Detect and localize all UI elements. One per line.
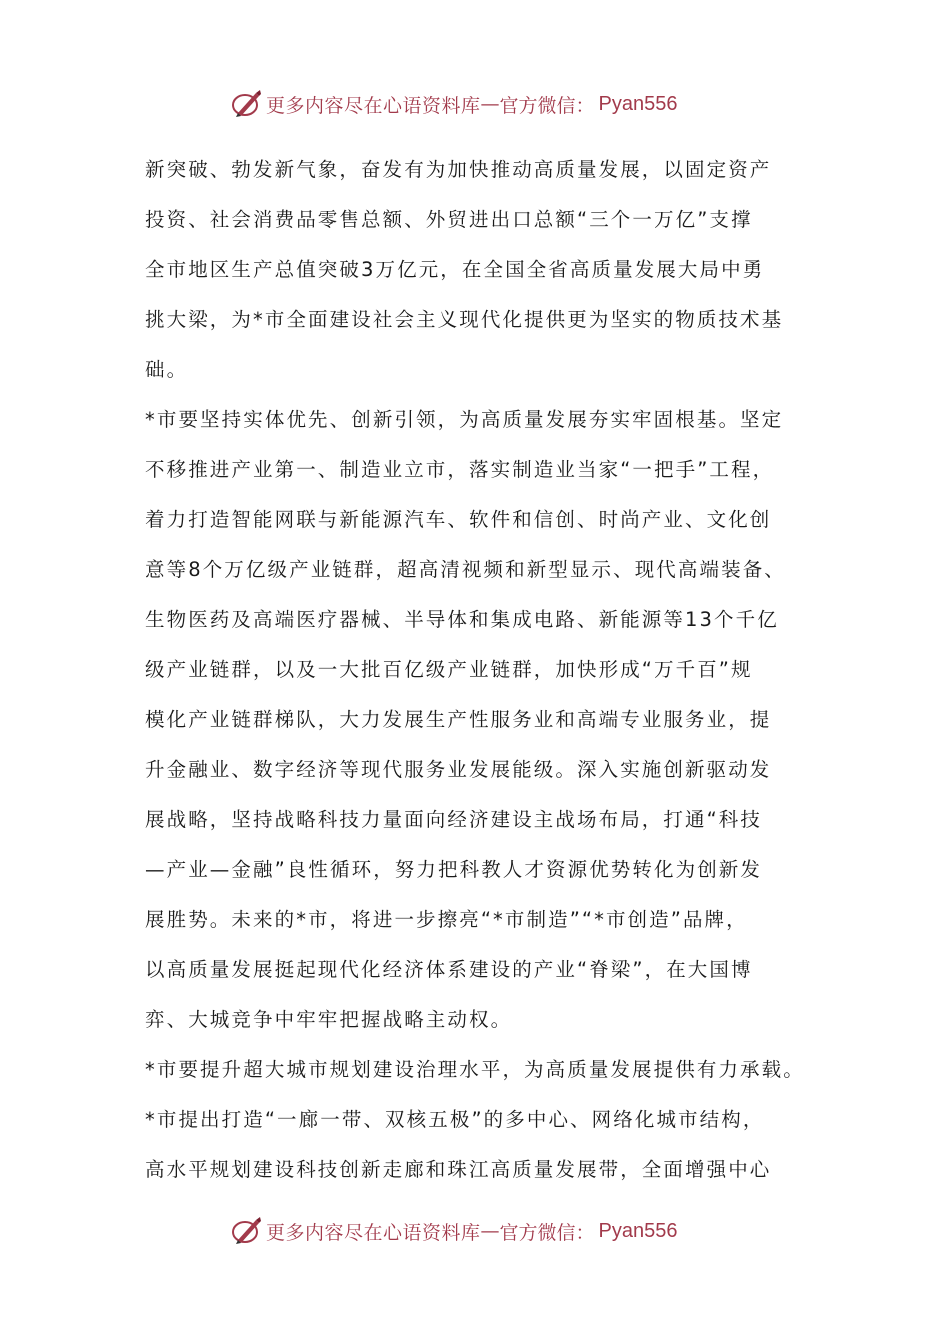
banner-wechat-id: Pyan556 [598, 1219, 678, 1242]
text-line: 生物医药及高端医疗器械、半导体和集成电路、新能源等13个千亿 [145, 608, 779, 631]
text-line: 展战略，坚持战略科技力量面向经济建设主战场布局，打通“科技 [145, 808, 763, 831]
text-line: 新突破、勃发新气象，奋发有为加快推动高质量发展，以固定资产 [145, 158, 772, 181]
text-line: 不移推进产业第一、制造业立市，落实制造业当家“一把手”工程， [145, 458, 775, 481]
pen-logo-icon [230, 1214, 264, 1248]
text-line: *市提出打造“一廊一带、双核五极”的多中心、网络化城市结构， [145, 1108, 765, 1131]
text-line: 以高质量发展挺起现代化经济体系建设的产业“脊梁”，在大国博 [145, 958, 753, 981]
text-line: *市要提升超大城市规划建设治理水平，为高质量发展提供有力承载。 [145, 1058, 805, 1081]
pen-logo-icon [230, 87, 264, 121]
text-line: 全市地区生产总值突破3万亿元，在全国全省高质量发展大局中勇 [145, 258, 765, 281]
banner-text: 更多内容尽在心语资料库 [266, 94, 481, 117]
text-line: 着力打造智能网联与新能源汽车、软件和信创、时尚产业、文化创 [145, 508, 772, 531]
text-line: 意等8个万亿级产业链群，超高清视频和新型显示、现代高端装备、 [145, 558, 786, 581]
document-body [145, 145, 825, 1195]
text-line: 投资、社会消费品零售总额、外贸进出口总额“三个一万亿”支撑 [145, 208, 753, 231]
text-line: 高水平规划建设科技创新走廊和珠江高质量发展带，全面增强中心 [145, 1158, 772, 1181]
banner-text: 更多内容尽在心语资料库 [266, 1221, 481, 1244]
text-line: 弈、大城竞争中牢牢把握战略主动权。 [145, 1008, 513, 1031]
text-line: —产业—金融”良性循环，努力把科教人才资源优势转化为创新发 [145, 858, 763, 881]
text-line: 模化产业链群梯队，大力发展生产性服务业和高端专业服务业，提 [145, 708, 772, 731]
text-line: 升金融业、数字经济等现代服务业发展能级。深入实施创新驱动发 [145, 758, 772, 781]
text-line: *市要坚持实体优先、创新引领，为高质量发展夯实牢固根基。坚定 [145, 408, 784, 431]
footer-banner [230, 1211, 678, 1251]
banner-wechat-label: 官方微信： [499, 94, 595, 117]
header-banner [230, 84, 678, 124]
text-line: 挑大梁，为*市全面建设社会主义现代化提供更为坚实的物质技术基 [145, 308, 784, 331]
text-line: 级产业链群，以及一大批百亿级产业链群，加快形成“万千百”规 [145, 658, 753, 681]
banner-wechat-label: 官方微信： [499, 1221, 595, 1244]
text-line: 础。 [145, 358, 189, 381]
banner-dash: — [480, 93, 500, 115]
banner-dash: — [480, 1220, 500, 1242]
banner-wechat-id: Pyan556 [598, 92, 678, 115]
text-line: 展胜势。未来的*市，将进一步擦亮“*市制造”“*市创造”品牌， [145, 908, 748, 931]
